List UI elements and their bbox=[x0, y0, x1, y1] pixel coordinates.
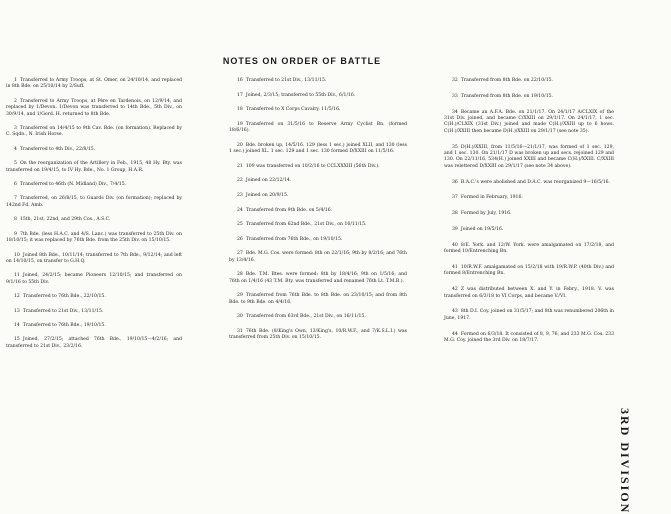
footnote-number: 9 bbox=[14, 231, 17, 237]
footnote-text: B.A.C.'s were abolished and D.A.C. was reorganized 9—16/5/16. bbox=[460, 179, 611, 185]
footnote bbox=[229, 208, 407, 214]
footnote bbox=[229, 329, 407, 342]
footnote-text: Joined, 24/2/15; became Pioneers 12/10/15; and transferred on 9/1/16 to 55th Div. bbox=[6, 273, 182, 285]
footnote bbox=[6, 78, 182, 91]
footnote bbox=[444, 145, 614, 171]
footnote-number: 30 bbox=[237, 314, 243, 320]
footnote-number: 35 bbox=[452, 144, 458, 150]
footnote bbox=[444, 243, 614, 256]
footnote-number: 43 bbox=[452, 309, 458, 315]
footnote bbox=[6, 253, 182, 266]
footnote-number: 42 bbox=[452, 287, 458, 293]
footnote-text: Formed in February, 1916. bbox=[460, 195, 523, 201]
page-title: NOTES ON ORDER OF BATTLE bbox=[222, 56, 382, 66]
footnote bbox=[229, 314, 407, 320]
footnote-number: 4 bbox=[14, 146, 17, 152]
footnote-number: 16 bbox=[237, 78, 243, 83]
footnote bbox=[444, 94, 614, 100]
footnote-number: 14 bbox=[14, 322, 20, 328]
footnote-number: 1 bbox=[14, 78, 17, 83]
footnote bbox=[444, 78, 614, 84]
footnote-number: 18 bbox=[237, 107, 243, 113]
footnote-number: 34 bbox=[452, 109, 458, 115]
footnote bbox=[6, 337, 182, 350]
footnote-text: Became an A.F.A. Bde. on 21/1/17. On 24/1/17 A/CLXIX of the 31st Div. joined, and became C/XXIII on 29/1/17. On 24/1/17, 1 sec. C(H.)/CLXIX (31st Div.) joined and made C(H.)/XXIII up to 6 hows. C(H.)/XXIII then became D(H.)/XXIII on 29/1/17 (see note 35). bbox=[444, 109, 614, 134]
footnote-number: 27 bbox=[237, 251, 243, 257]
footnote-number: 44 bbox=[452, 331, 458, 337]
footnote bbox=[444, 265, 614, 278]
footnote-text: Transferred to 4th Div., 22/8/15. bbox=[19, 146, 96, 152]
footnote-text: Transferred from 76th Bde., on 19/10/15. bbox=[245, 236, 343, 242]
footnote bbox=[229, 164, 407, 170]
footnote-text: 15th, 21st, 22nd, and 29th Cos., A.S.C. bbox=[19, 217, 111, 223]
footnote-number: 10 bbox=[14, 252, 20, 258]
footnote-text: Bde. M.G. Cos. were formed: 8th on 22/1/16; 9th by 8/2/16; and 76th by 13/4/16. bbox=[229, 251, 407, 263]
footnote-text: Transferred, on 26/8/15, to Guards Div. (on formation); replaced by 142nd Fd. Amb. bbox=[6, 196, 182, 208]
footnote-text: Transferred from 9th Bde. on 5/4/16. bbox=[245, 207, 333, 213]
footnote bbox=[229, 178, 407, 184]
footnote-text: Transferred from 63rd Bde., 21st Div., on 16/11/15. bbox=[245, 314, 366, 320]
footnote-text: Transferred to 46th (N. Midland) Div., 7/4/15. bbox=[19, 182, 127, 188]
footnote-text: D(H.)/XXIII, from 11/5/16—21/1/17, was formed of 1 sec. 129, and 1 sec. 130. On 21/1/17 D was broken up and secs. rejoined 129 and 130. On 22/11/16, 534(H.) joined XXIII and became C(H.)/XXIII. C/XXIII was relettered D/XXIII on 29/1/17 (see note 34 above). bbox=[444, 144, 614, 169]
footnote bbox=[229, 143, 407, 156]
footnote-text: Transferred from 62nd Bde., 21st Div., on 16/11/15. bbox=[245, 222, 367, 228]
footnote-number: 36 bbox=[452, 179, 458, 185]
footnote-number: 5 bbox=[14, 161, 17, 167]
footnote-number: 26 bbox=[237, 236, 243, 242]
notes-column-2 bbox=[229, 78, 407, 350]
footnote bbox=[444, 180, 614, 186]
footnote-text: Joined 8th Bde., 10/11/14; transferred to 7th Bde., 9/12/14; and left on 14/10/15, on transfer to G.H.Q. bbox=[6, 252, 182, 264]
notes-column-3 bbox=[444, 78, 614, 354]
footnote-number: 37 bbox=[452, 195, 458, 201]
footnote bbox=[229, 78, 407, 84]
footnote bbox=[6, 217, 182, 223]
footnote-text: Transferred to Army Troops, at St. Omer, on 24/10/14, and replaced in 8th Bde. on 25/10/14 by 2/Suff. bbox=[6, 78, 182, 90]
footnote bbox=[6, 273, 182, 286]
footnote-number: 13 bbox=[14, 308, 20, 314]
footnote-text: Z was distributed between X. and Y. in Febry., 1918. V. was transferred on 6/3/18 to VI Corps, and became V./VI. bbox=[444, 287, 614, 299]
footnote bbox=[229, 293, 407, 306]
footnote-text: 76th Bde. (8/King's Own, 13/King's, 10/R.W.F., and 7/K.S.L.I.) was transferred from 25th Div. on 15/10/15. bbox=[229, 328, 407, 341]
footnote-text: Transferred on 14/4/15 to 9th Cav. Bde. (on formation). Replaced by C. Sqdn., N. Irish Horse. bbox=[6, 126, 182, 138]
footnote bbox=[444, 309, 614, 322]
footnote bbox=[6, 294, 182, 300]
footnote bbox=[229, 237, 407, 243]
footnote-text: Transferred from 76th Bde. to 8th Bde. on 23/10/15; and from 8th Bde. to 9th Bde. on 4/4/16. bbox=[229, 293, 407, 305]
footnote bbox=[444, 211, 614, 217]
footnote-number: 23 bbox=[237, 192, 243, 198]
division-side-label: 3RD DIVISION bbox=[618, 408, 632, 514]
footnote-text: Bde. T.M. Btes. were formed: 8th by 18/4/16; 9th on 1/5/16; and 76th on 1/4/16 (43 T.M. Bty. was transferred and renamed 76th Lt. T.M.B.). bbox=[229, 272, 407, 284]
footnote-text: 8/E. York. and 12/W. York. were amalgamated on 17/2/18, and formed 10/Entrenching Bn. bbox=[444, 242, 614, 255]
footnote-number: 20 bbox=[237, 142, 243, 148]
footnote bbox=[6, 182, 182, 188]
footnote bbox=[229, 193, 407, 199]
footnote-number: 28 bbox=[237, 272, 243, 278]
footnote-text: Bde. broken up, 14/5/16. 129 (less 1 sec.) joined XLII, and 130 (less 1 sec.) joined XL. 1 sec. 129 and 1 sec. 130 formed D/XXIII on 11/5/16. bbox=[229, 142, 407, 155]
footnote bbox=[444, 332, 614, 345]
footnote-number: 2 bbox=[14, 98, 17, 104]
footnote-number: 7 bbox=[14, 196, 17, 202]
footnote bbox=[6, 323, 182, 329]
footnote-number: 11 bbox=[14, 273, 20, 279]
footnote-number: 33 bbox=[452, 93, 458, 99]
footnote-text: Transferred to 76th Bde., 22/10/15. bbox=[22, 294, 106, 300]
footnote bbox=[6, 161, 182, 174]
footnote-number: 22 bbox=[237, 178, 243, 184]
footnote-text: 109 was transferred on 10/2/16 to CCLXXXIII (56th Div.). bbox=[245, 163, 380, 169]
footnote-text: Transferred on 31/5/16 to Reserve Army Cyclist Bn. (formed 18/6/16). bbox=[229, 121, 407, 134]
footnote-number: 41 bbox=[452, 265, 458, 271]
footnote bbox=[6, 147, 182, 153]
footnote-number: 3 bbox=[14, 126, 17, 132]
footnote-number: 19 bbox=[237, 121, 243, 127]
footnote-text: Transferred from 8th Bde. on 19/10/15. bbox=[460, 93, 554, 99]
footnote-number: 32 bbox=[452, 78, 458, 83]
footnote bbox=[229, 222, 407, 228]
footnote bbox=[444, 195, 614, 201]
footnote-text: 8th D.I. Coy. joined on 31/5/17; and 8th was renumbered 206th in June, 1917. bbox=[444, 309, 614, 321]
footnote-number: 8 bbox=[14, 217, 17, 223]
notes-column-1 bbox=[6, 78, 182, 358]
footnote-number: 12 bbox=[14, 294, 20, 300]
footnote-text: Joined on 19/5/16. bbox=[460, 227, 504, 233]
footnote bbox=[6, 99, 182, 118]
footnote-number: 17 bbox=[237, 92, 243, 98]
footnote-number: 31 bbox=[237, 328, 243, 334]
footnote-text: Transferred to 21st Div., 13/11/15. bbox=[22, 308, 104, 314]
footnote-text: Transferred from 8th Bde. on 22/10/15. bbox=[460, 78, 554, 83]
footnote-number: 29 bbox=[237, 293, 243, 299]
footnote bbox=[444, 110, 614, 136]
footnote bbox=[229, 122, 407, 135]
footnote-text: Transferred to Army Troops, at Père en Tardenois, on 12/9/14, and replaced by 1/Devon. 1/Devon was transferred to 14th Bde., 5th Div., on 30/9/14, and 1/Gord. H. returned to 8th Bde. bbox=[6, 98, 182, 117]
footnote-number: 40 bbox=[452, 242, 458, 248]
footnote bbox=[6, 232, 182, 245]
footnote-text: 7th Bde. (less H.A.C. and 4/S. Lanc.) was transferred to 25th Div. on 18/10/15; it was replaced by 76th Bde. from the 25th Div. on 15/10/15. bbox=[6, 231, 182, 244]
footnote bbox=[229, 272, 407, 285]
footnote bbox=[229, 251, 407, 264]
footnote bbox=[444, 227, 614, 233]
footnote-number: 38 bbox=[452, 211, 458, 217]
footnote bbox=[6, 196, 182, 209]
footnote-text: Transferred to 21st Div., 13/11/15. bbox=[245, 78, 327, 83]
footnote-number: 6 bbox=[14, 182, 17, 188]
footnote-number: 21 bbox=[237, 163, 243, 169]
footnote-text: Joined on 20/9/15. bbox=[245, 192, 289, 198]
footnote bbox=[444, 287, 614, 300]
footnote bbox=[6, 309, 182, 315]
footnote bbox=[6, 126, 182, 139]
footnote-text: On the reorganization of the Artillery in Feb., 1915, 48 Hy. Bty. was transferred on 19/4/15, to IV Hy. Bde., No. 1 Group, H.A.R. bbox=[6, 161, 182, 173]
footnote-text: Joined, 27/2/15; attached 76th Bde., 19/10/15—4/2/16; and transferred to 21st Div., 23/2/16. bbox=[6, 337, 182, 349]
footnote-text: Formed on 6/3/18. It consisted of 8, 9, 76, and 233 M.G. Cos. 233 M.G. Coy. joined the 3rd Div. on 18/7/17. bbox=[444, 331, 614, 344]
footnote-text: 10/R.W.F. amalgamated on 15/2/18 with 19/R.W.P. (40th Div.) and formed 8/Entrenching Bn. bbox=[444, 265, 614, 277]
footnote bbox=[229, 107, 407, 113]
footnote-text: Transferred to X Corps Cavalry, 11/5/16. bbox=[245, 107, 341, 113]
footnote-number: 24 bbox=[237, 207, 243, 213]
footnote-number: 39 bbox=[452, 227, 458, 233]
footnote bbox=[229, 93, 407, 99]
footnote-number: 25 bbox=[237, 222, 243, 228]
footnote-text: Joined on 22/12/14. bbox=[245, 178, 292, 184]
footnote-text: Transferred to 76th Bde., 19/10/15. bbox=[22, 322, 106, 328]
footnote-number: 15 bbox=[14, 337, 20, 343]
footnote-text: Formed by July, 1916. bbox=[460, 211, 512, 217]
footnote-text: Joined, 2/3/15; transferred to 55th Div., 6/1/16. bbox=[245, 92, 356, 98]
